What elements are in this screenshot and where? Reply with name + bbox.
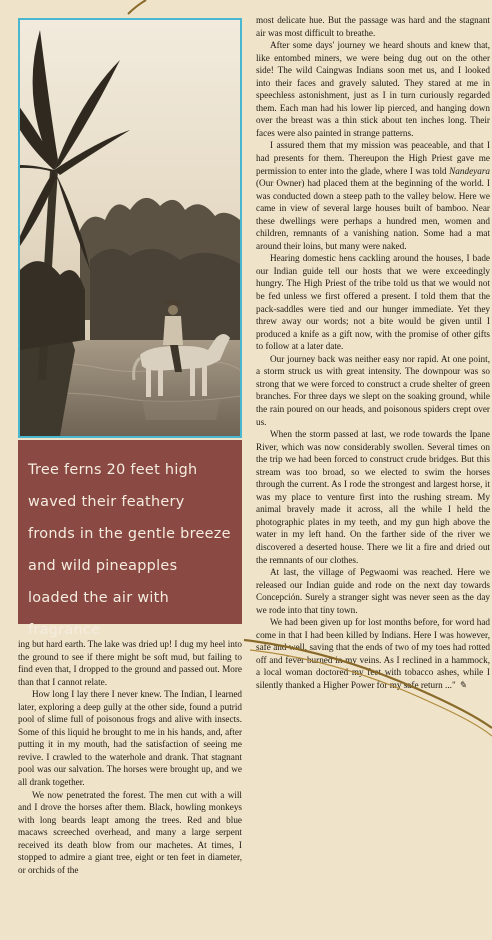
- paragraph: After some days' journey we heard shouts and knew that, like entombed miners, we were being dug out on the other side! The wild Caingwas Indians soon met us, and I looked into their faces and gravely saluted. They stared at me in speechless astonishment, just as I in turn curiously regarded them. Each man had his lower lip pierced, and hanging down over the breast was a thin stick about ten inches long. Their faces were also painted in strange patterns.: [256, 40, 490, 138]
- paragraph: [256, 139, 490, 252]
- paragraph: At last, the village of Pegwaomi was reached. Here we released our Indian guide and rode on the next day towards Concepción. Surely a stranger sight was never seen as the day we rode into that tiny town.: [256, 567, 490, 615]
- pull-quote-text: Tree ferns 20 feet high waved their feathery fronds in the gentle breeze and wild pineapples loaded the air with fragrance: [28, 462, 231, 638]
- paragraph: ing but hard earth. The lake was dried up! I dug my heel into the ground to see if there might be soft mud, but failing to find even that, I dropped to the ground and passed out. More than that I cannot relate.: [18, 639, 242, 687]
- article-column-left: [18, 638, 242, 876]
- article-column-right: [256, 14, 490, 692]
- text-run: We had been given up for lost months before, for word had come in that I had been killed by Indians. Here I was however, safe and well, saving that the ends of two of my toes had rotted off and fever burned in my veins. As I reclined in a hammock, a local woman doctored my feet with tobacco ashes, while I silently thanked a Higher Power for my safe return ...": [256, 617, 490, 690]
- explorer-on-horse-photo: [20, 20, 240, 436]
- paragraph: We now penetrated the forest. The men cut with a will and I drove the horses after them. Black, howling monkeys with long beards leapt among the trees. Red and blue macaws screeched overhead, and many a large serpent received its death blow from our machetes. At times, I stopped to admire a giant tree, eight or ten feet in diameter, or orchids of the: [18, 789, 242, 875]
- paragraph: most delicate hue. But the passage was hard and the stagnant air was most difficult to breathe.: [256, 15, 490, 38]
- pull-quote-box: [18, 440, 242, 638]
- paragraph: How long I lay there I never knew. The Indian, I learned later, exploring a deep gully at the other side, found a putrid pool of slime full of poisonous frogs and alive with insects. Some of this liquid he brought to me in his hands, and, after putting it in my mouth, had the satisfaction of seeing me revive. I crawled to the waterhole and drank. That stagnant pool was our salvation. The horses were brought up, and we all drank together.: [18, 689, 242, 788]
- emphasis-text: Nandeyara: [449, 165, 490, 176]
- paragraph: When the storm passed at last, we rode towards the Ipane River, which was now considerably swollen. Several times on the trip we had been forced to construct crude bridges. But this stream was too broad, so we elected to swim the horses through the current. As I rode the strongest and largest horse, it was my place to venture first into the rushing stream. My animal bravely made it across, all the while I held the photographic plates in my teeth, and my gun high above the water in my left hand. On the farther side of the river we discovered a deserted house. There we lit a fire and dried out the remnants of our clothes.: [256, 429, 490, 565]
- sepia-photograph: [18, 18, 242, 438]
- end-mark-icon: ✎: [458, 679, 467, 690]
- paragraph: Our journey back was neither easy nor rapid. At one point, a storm struck us with great intensity. The downpour was so strong that we were forced to construct a crude shelter of green branches. For three days we slept on the soaking ground, while the rain poured on our heads, and poisonous spiders crept over us.: [256, 353, 490, 427]
- paragraph: [256, 616, 490, 691]
- text-run: I assured them that my mission was peaceable, and that I had presents for them. Thereupon the High Priest gave me permission to enter into the glade, where I was told: [256, 140, 490, 176]
- paragraph: Hearing domestic hens cackling around the houses, I bade our Indian guide tell our hosts that we were exceedingly hungry. The High Priest of the tribe told us that we would not be fed unless we first offered a present. I told them that the pack-saddles were tied and our hunger immediate. Yet they threw away our words; not a bite would be given until I produced a knife as a gift now, with the promise of other gifts to follow at a later date.: [256, 253, 490, 352]
- text-run: (Our Owner) had placed them at the beginning of the world. I was conducted down a steep path to the valley below. Here we came in view of several large houses built of bamboo. Near these dwellings were perhaps a hundred men, women and children, remnants of a vanishing nation. Some had a mat around their loins, but many were naked.: [256, 178, 490, 251]
